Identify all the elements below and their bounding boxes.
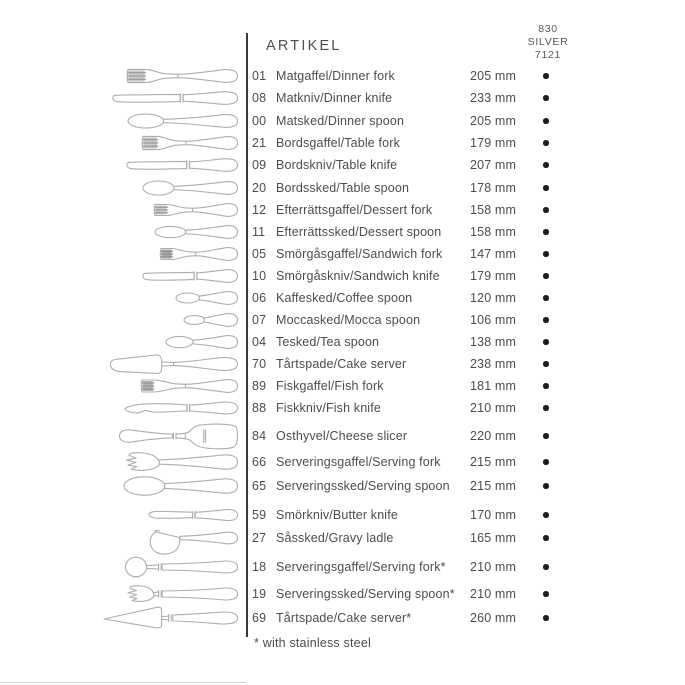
- table-row: [252, 134, 612, 152]
- item-length: 205 mm: [470, 69, 517, 83]
- item-length: 210 mm: [470, 560, 517, 574]
- item-length: 233 mm: [470, 91, 517, 105]
- table-row: [252, 223, 612, 241]
- table-row: [252, 179, 612, 197]
- item-length: 179 mm: [470, 136, 517, 150]
- table-row: [252, 355, 612, 373]
- item-number: 11: [252, 225, 266, 239]
- page-bottom-edge: [0, 682, 246, 683]
- item-name: Efterrättsgaffel/Dessert fork: [276, 203, 433, 217]
- item-name: Matsked/Dinner spoon: [276, 114, 405, 128]
- table-row: [252, 112, 612, 130]
- item-number: 01: [252, 69, 267, 83]
- availability-dot-830-silver: [543, 512, 549, 518]
- availability-dot-830-silver: [543, 405, 549, 411]
- item-length: 178 mm: [470, 181, 517, 195]
- item-length: 147 mm: [470, 247, 517, 261]
- table-row: [252, 311, 612, 329]
- availability-dot-830-silver: [543, 535, 549, 541]
- item-name: Matgaffel/Dinner fork: [276, 69, 395, 83]
- item-length: 210 mm: [470, 401, 517, 415]
- item-name: Osthyvel/Cheese slicer: [276, 429, 408, 443]
- table-row: [252, 529, 612, 547]
- table-row: [252, 377, 612, 395]
- item-length: 138 mm: [470, 335, 517, 349]
- item-name: Serveringsgaffel/Serving fork*: [276, 560, 446, 574]
- table-row: [252, 67, 612, 85]
- item-number: 66: [252, 455, 267, 469]
- item-length: 158 mm: [470, 203, 517, 217]
- item-number: 12: [252, 203, 267, 217]
- table-row: [252, 453, 612, 471]
- item-name: Tesked/Tea spoon: [276, 335, 380, 349]
- availability-dot-830-silver: [543, 140, 549, 146]
- item-number: 21: [252, 136, 267, 150]
- item-number: 27: [252, 531, 267, 545]
- table-row: [252, 399, 612, 417]
- material-line-2: SILVER: [527, 36, 569, 48]
- item-number: 18: [252, 560, 267, 574]
- availability-dot-830-silver: [543, 95, 549, 101]
- item-name: Serveringssked/Serving spoon*: [276, 587, 455, 601]
- footnote: * with stainless steel: [254, 636, 371, 650]
- availability-dot-830-silver: [543, 459, 549, 465]
- table-row: [252, 585, 612, 603]
- availability-dot-830-silver: [543, 251, 549, 257]
- table-row: [252, 506, 612, 524]
- item-length: 260 mm: [470, 611, 517, 625]
- availability-dot-830-silver: [543, 162, 549, 168]
- item-length: 106 mm: [470, 313, 517, 327]
- availability-dot-830-silver: [543, 273, 549, 279]
- availability-dot-830-silver: [543, 591, 549, 597]
- item-length: 238 mm: [470, 357, 517, 371]
- availability-dot-830-silver: [543, 433, 549, 439]
- item-number: 09: [252, 158, 267, 172]
- availability-dot-830-silver: [543, 207, 549, 213]
- item-name: Moccasked/Mocca spoon: [276, 313, 421, 327]
- availability-dot-830-silver: [543, 118, 549, 124]
- item-number: 00: [252, 114, 267, 128]
- item-name: Smörgåsgaffel/Sandwich fork: [276, 247, 443, 261]
- availability-dot-830-silver: [543, 295, 549, 301]
- table-row: [252, 427, 612, 445]
- item-name: Fiskkniv/Fish knife: [276, 401, 381, 415]
- item-length: 215 mm: [470, 479, 517, 493]
- item-length: 165 mm: [470, 531, 517, 545]
- table-row: [252, 558, 612, 576]
- item-length: 207 mm: [470, 158, 517, 172]
- item-number: 69: [252, 611, 267, 625]
- table-row: [252, 289, 612, 307]
- table-row: [252, 267, 612, 285]
- item-length: 181 mm: [470, 379, 517, 393]
- availability-dot-830-silver: [543, 73, 549, 79]
- item-number: 10: [252, 269, 267, 283]
- item-name: Matkniv/Dinner knife: [276, 91, 393, 105]
- item-name: Efterrättssked/Dessert spoon: [276, 225, 442, 239]
- item-name: Såssked/Gravy ladle: [276, 531, 394, 545]
- item-name: Serveringssked/Serving spoon: [276, 479, 450, 493]
- item-length: 170 mm: [470, 508, 517, 522]
- item-name: Fiskgaffel/Fish fork: [276, 379, 384, 393]
- item-number: 70: [252, 357, 267, 371]
- item-number: 06: [252, 291, 267, 305]
- item-number: 88: [252, 401, 267, 415]
- availability-dot-830-silver: [543, 383, 549, 389]
- item-name: Bordsgaffel/Table fork: [276, 136, 400, 150]
- table-row: [252, 201, 612, 219]
- item-name: Bordssked/Table spoon: [276, 181, 410, 195]
- item-name: Smörkniv/Butter knife: [276, 508, 398, 522]
- table-row: [252, 477, 612, 495]
- item-name: Tårtspade/Cake server: [276, 357, 407, 371]
- material-line-3: 7121: [534, 49, 562, 61]
- table-row: [252, 609, 612, 627]
- item-name: Tårtspade/Cake server*: [276, 611, 412, 625]
- availability-dot-830-silver: [543, 483, 549, 489]
- column-header-artikel: ARTIKEL: [266, 38, 342, 54]
- item-number: 20: [252, 181, 267, 195]
- item-number: 89: [252, 379, 267, 393]
- table-row: [252, 156, 612, 174]
- item-number: 65: [252, 479, 267, 493]
- item-name: Smörgåskniv/Sandwich knife: [276, 269, 440, 283]
- item-length: 158 mm: [470, 225, 517, 239]
- availability-dot-830-silver: [543, 185, 549, 191]
- item-number: 84: [252, 429, 267, 443]
- table-row: [252, 333, 612, 351]
- item-length: 120 mm: [470, 291, 517, 305]
- item-name: Bordskniv/Table knife: [276, 158, 398, 172]
- item-number: 07: [252, 313, 267, 327]
- item-length: 205 mm: [470, 114, 517, 128]
- item-name: Kaffesked/Coffee spoon: [276, 291, 413, 305]
- availability-dot-830-silver: [543, 339, 549, 345]
- availability-dot-830-silver: [543, 361, 549, 367]
- item-length: 210 mm: [470, 587, 517, 601]
- availability-dot-830-silver: [543, 229, 549, 235]
- availability-dot-830-silver: [543, 615, 549, 621]
- availability-dot-830-silver: [543, 317, 549, 323]
- item-number: 04: [252, 335, 267, 349]
- table-row: [252, 89, 612, 107]
- item-name: Serveringsgaffel/Serving fork: [276, 455, 441, 469]
- table-row: [252, 245, 612, 263]
- item-number: 19: [252, 587, 267, 601]
- item-length: 179 mm: [470, 269, 517, 283]
- item-number: 05: [252, 247, 267, 261]
- item-length: 215 mm: [470, 455, 517, 469]
- material-line-1: 830: [538, 23, 558, 35]
- item-length: 220 mm: [470, 429, 517, 443]
- item-number: 59: [252, 508, 267, 522]
- availability-dot-830-silver: [543, 564, 549, 570]
- item-number: 08: [252, 91, 267, 105]
